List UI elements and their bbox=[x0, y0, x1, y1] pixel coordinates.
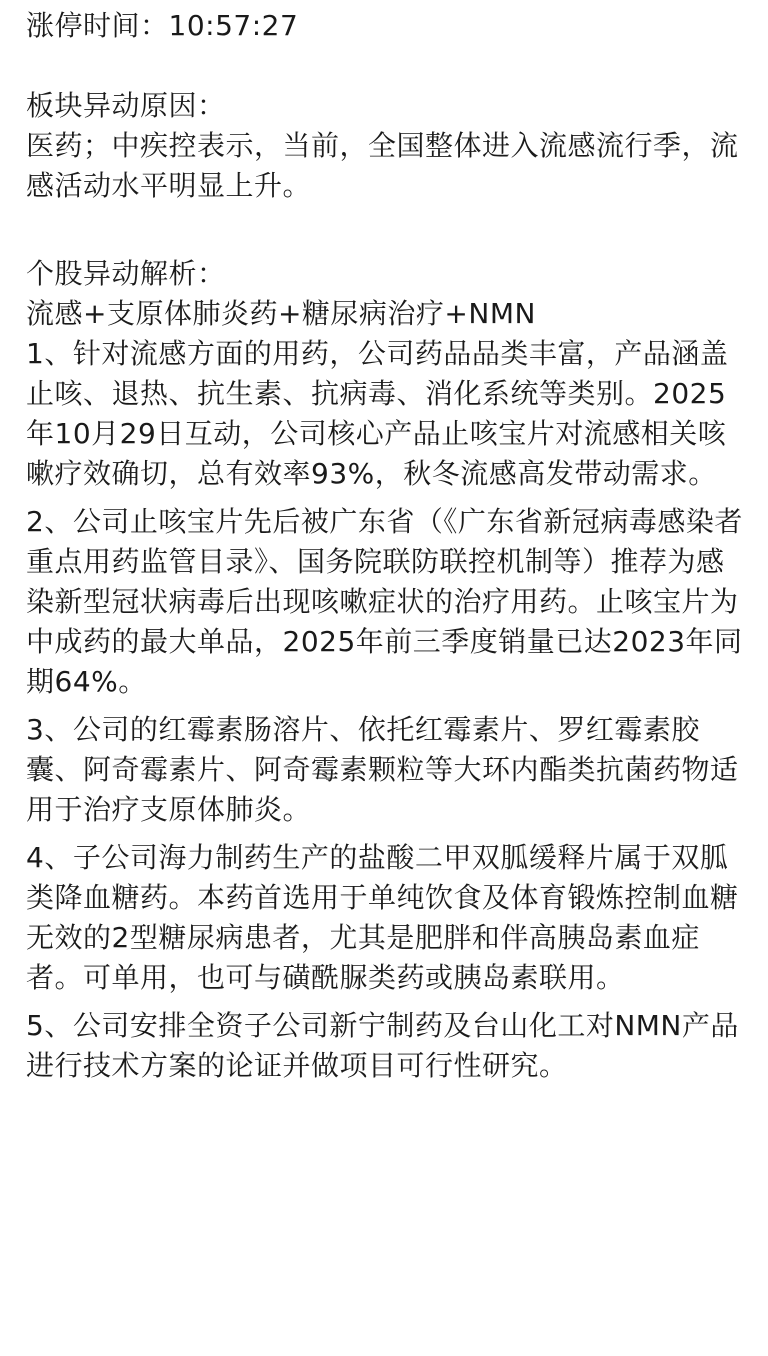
stock-tags: 流感+支原体肺炎药+糖尿病治疗+NMN bbox=[26, 297, 536, 330]
limit-up-time: 涨停时间：10:57:27 bbox=[26, 9, 299, 42]
list-item: 3、公司的红霉素肠溶片、依托红霉素片、罗红霉素胶囊、阿奇霉素片、阿奇霉素颗粒等大环内酯类抗菌药物适用于治疗支原体肺炎。 bbox=[26, 713, 739, 826]
list-item: 2、公司止咳宝片先后被广东省（《广东省新冠病毒感染者重点用药监管目录》、国务院联防联控机制等）推荐为感染新型冠状病毒后出现咳嗽症状的治疗用药。止咳宝片为中成药的最大单品，2025年前三季度销量已达2023年同期64%。 bbox=[26, 505, 743, 698]
spacer bbox=[26, 214, 746, 254]
list-item: 1、针对流感方面的用药，公司药品品类丰富，产品涵盖止咳、退热、抗生素、抗病毒、消化系统等类别。2025年10月29日互动，公司核心产品止咳宝片对流感相关咳嗽疗效确切，总有效率93%，秋冬流感高发带动需求。 bbox=[26, 337, 729, 490]
stock-heading: 个股异动解析： bbox=[26, 257, 226, 290]
sector-reason: 医药；中疾控表示，当前，全国整体进入流感流行季，流感活动水平明显上升。 bbox=[26, 129, 739, 202]
sector-heading: 板块异动原因： bbox=[26, 89, 226, 122]
list-item: 4、子公司海力制药生产的盐酸二甲双胍缓释片属于双胍类降血糖药。本药首选用于单纯饮食及体育锻炼控制血糖无效的2型糖尿病患者，尤其是肥胖和伴高胰岛素血症者。可单用，也可与磺酰脲类药或胰岛素联用。 bbox=[26, 841, 739, 994]
article-body bbox=[26, 6, 746, 1094]
list-item: 5、公司安排全资子公司新宁制药及台山化工对NMN产品进行技术方案的论证并做项目可行性研究。 bbox=[26, 1009, 739, 1082]
spacer bbox=[26, 46, 746, 86]
